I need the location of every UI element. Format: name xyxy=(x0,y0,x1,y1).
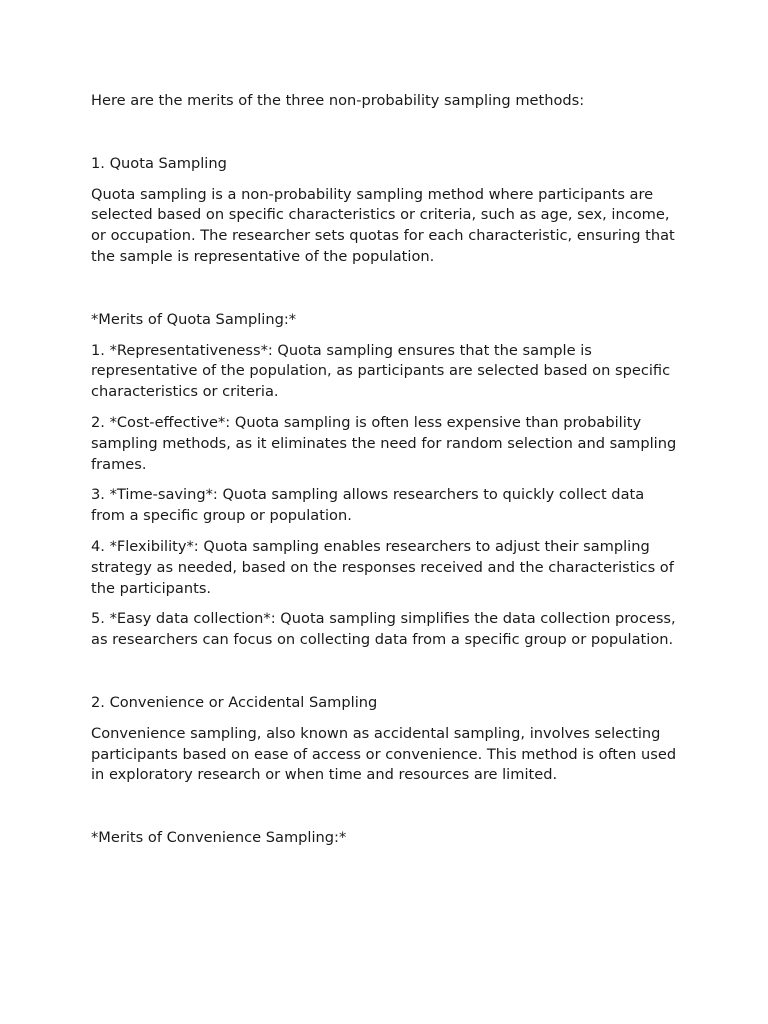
convenience-merits-heading: *Merits of Convenience Sampling:* xyxy=(91,829,347,847)
quota-merit-item: 3. *Time-saving*: Quota sampling allows researchers to quickly collect data from a specific group or population. xyxy=(91,486,645,525)
quota-sampling-heading: 1. Quota Sampling xyxy=(91,154,227,172)
convenience-sampling-heading: 2. Convenience or Accidental Sampling xyxy=(91,693,378,711)
document-page xyxy=(91,91,681,859)
quota-merit-item: 1. *Representativeness*: Quota sampling ensures that the sample is representative of the population, as participants are selected based on specific characteristics or criteria. xyxy=(91,341,671,401)
intro-text: Here are the merits of the three non-probability sampling methods: xyxy=(91,92,585,109)
quota-merit-item: 2. *Cost-effective*: Quota sampling is often less expensive than probability sampling methods, as it eliminates the need for random selection and sampling frames. xyxy=(91,413,677,473)
convenience-sampling-description: Convenience sampling, also known as accidental sampling, involves selecting participants based on ease of access or convenience. This method is often used in exploratory research or when time and resources are limited. xyxy=(91,724,677,784)
quota-sampling-description: Quota sampling is a non-probability sampling method where participants are selected based on specific characteristics or criteria, such as age, sex, income, or occupation. The researcher sets quotas for each characteristic, ensuring that the sample is representative of the population. xyxy=(91,185,675,265)
quota-merits-heading: *Merits of Quota Sampling:* xyxy=(91,310,297,328)
quota-merit-item: 5. *Easy data collection*: Quota sampling simplifies the data collection process, as researchers can focus on collecting data from a specific group or population. xyxy=(91,610,676,649)
quota-merit-item: 4. *Flexibility*: Quota sampling enables researchers to adjust their sampling strategy as needed, based on the responses received and the characteristics of the participants. xyxy=(91,537,674,597)
